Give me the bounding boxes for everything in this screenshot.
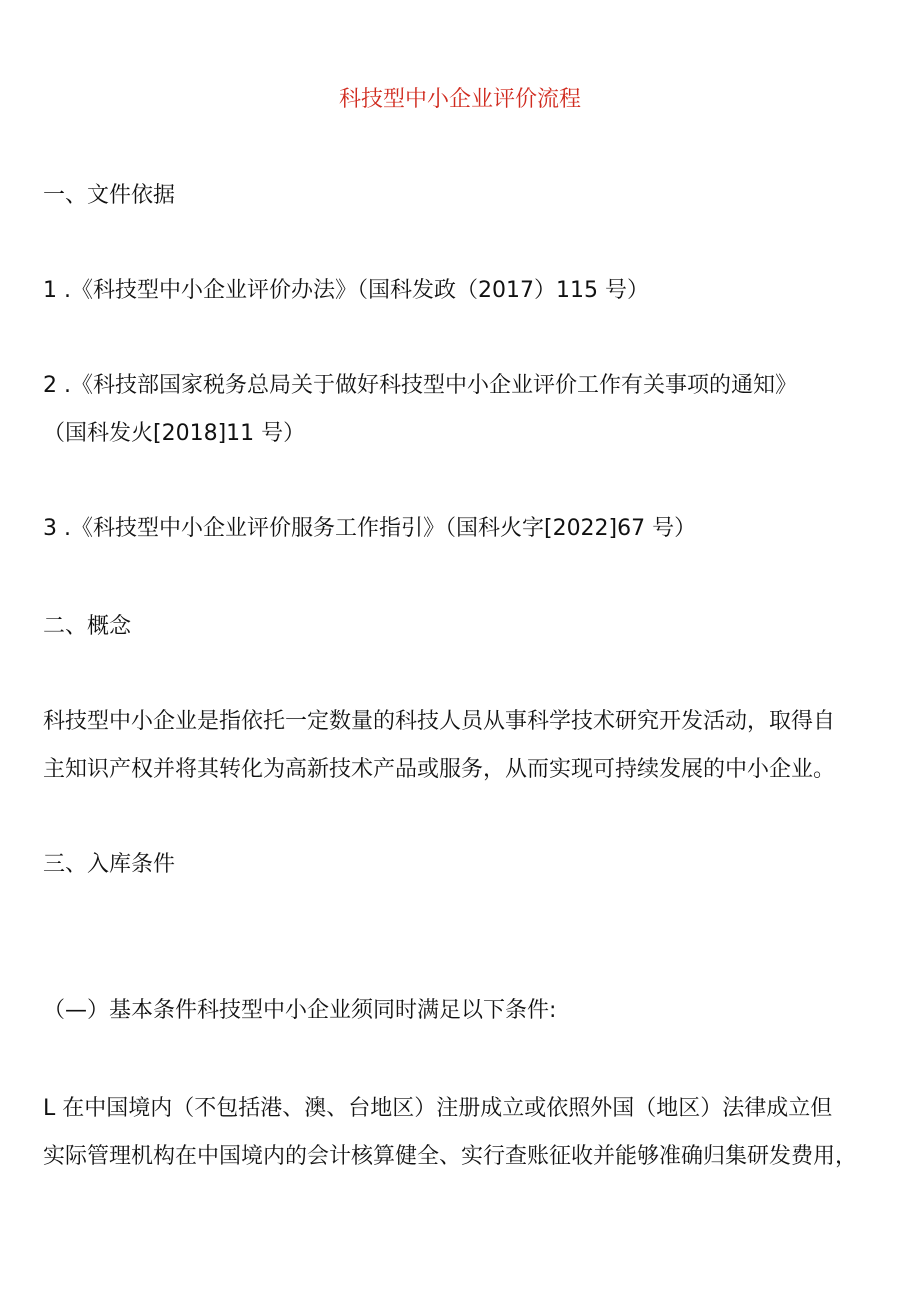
subsection-basic-conditions: （—）基本条件科技型中小企业须同时满足以下条件: <box>43 998 557 1023</box>
section-heading-concept: 二、概念 <box>43 614 132 639</box>
section-heading-basis: 一、文件依据 <box>43 183 176 208</box>
condition-1-line-1: L 在中国境内（不包括港、澳、台地区）注册成立或依照外国（地区）法律成立但 <box>43 1096 833 1121</box>
document-title: 科技型中小企业评价流程 <box>338 87 581 112</box>
reference-item-2-line-2: （国科发火[2018]11 号） <box>43 421 306 446</box>
reference-item-1: 1 .《科技型中小企业评价办法》（国科发政（2017）115 号） <box>43 278 649 303</box>
concept-paragraph-line-1: 科技型中小企业是指依托一定数量的科技人员从事科学技术研究开发活动，取得自 <box>43 709 836 734</box>
reference-item-2-line-1: 2 .《科技部国家税务总局关于做好科技型中小企业评价工作有关事项的通知》 <box>43 373 797 398</box>
section-heading-entry-conditions: 三、入库条件 <box>43 852 176 877</box>
reference-item-3: 3 .《科技型中小企业评价服务工作指引》（国科火字[2022]67 号） <box>43 516 697 541</box>
concept-paragraph-line-2: 主知识产权并将其转化为高新技术产品或服务，从而实现可持续发展的中小企业。 <box>43 757 836 782</box>
condition-1-line-2: 实际管理机构在中国境内的会计核算健全、实行查账征收并能够准确归集研发费用， <box>43 1144 858 1169</box>
